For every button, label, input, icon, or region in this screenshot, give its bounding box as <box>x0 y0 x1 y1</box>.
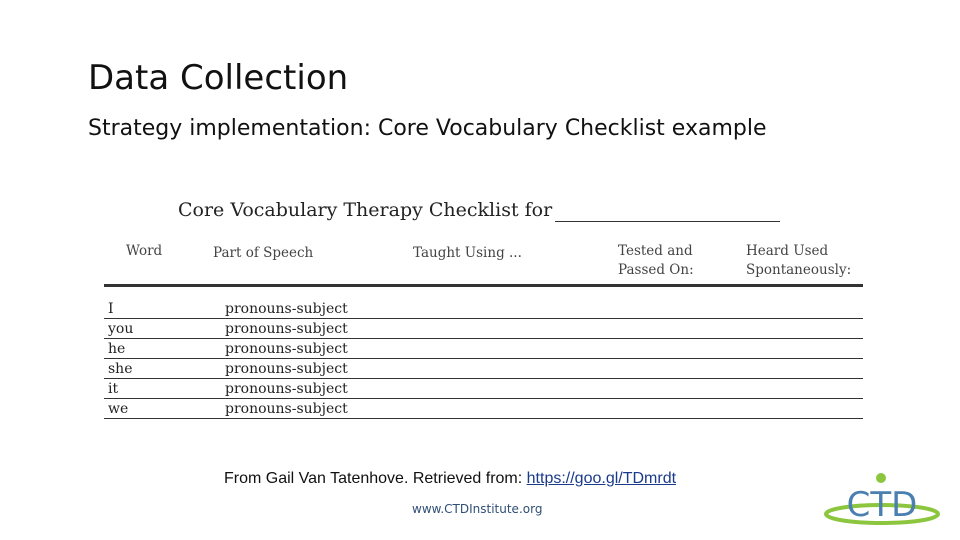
website-url: www.CTDInstitute.org <box>412 502 543 516</box>
checklist-name-blank <box>555 221 780 222</box>
ctd-logo <box>822 470 942 530</box>
checklist-title: Core Vocabulary Therapy Checklist for <box>178 199 553 221</box>
row-part-of-speech: pronouns-subject <box>225 301 348 317</box>
source-citation <box>224 470 676 488</box>
row-part-of-speech: pronouns-subject <box>225 381 348 397</box>
header-tested-line1: Tested and <box>618 243 693 259</box>
header-heard-used <box>746 242 851 280</box>
row-word: I <box>108 301 114 317</box>
header-taught-using: Taught Using ... <box>413 245 522 261</box>
table-row <box>104 398 863 419</box>
row-part-of-speech: pronouns-subject <box>225 361 348 377</box>
row-word: you <box>108 321 134 337</box>
table-row <box>104 298 863 319</box>
header-part-of-speech: Part of Speech <box>213 245 314 261</box>
table-row <box>104 338 863 359</box>
row-word: she <box>108 361 133 377</box>
table-row <box>104 378 863 399</box>
logo-text: CTD <box>846 485 918 525</box>
table-row <box>104 358 863 379</box>
header-tested-line2: Passed On: <box>618 262 694 278</box>
header-rule <box>104 284 863 287</box>
row-word: he <box>108 341 126 357</box>
header-word: Word <box>126 243 163 259</box>
header-heard-line2: Spontaneously: <box>746 262 852 278</box>
checklist-image <box>100 195 865 425</box>
header-heard-line1: Heard Used <box>746 243 829 259</box>
row-part-of-speech: pronouns-subject <box>225 401 348 417</box>
row-part-of-speech: pronouns-subject <box>225 321 348 337</box>
row-word: we <box>108 401 129 417</box>
row-part-of-speech: pronouns-subject <box>225 341 348 357</box>
table-row <box>104 318 863 339</box>
row-word: it <box>108 381 119 397</box>
slide-subtitle: Strategy implementation: Core Vocabulary Checklist example <box>88 116 767 141</box>
header-tested-passed <box>618 242 694 280</box>
source-link[interactable]: https://goo.gl/TDmrdt <box>526 470 677 487</box>
source-prefix: From Gail Van Tatenhove. Retrieved from: <box>224 470 527 487</box>
slide-title: Data Collection <box>88 58 349 98</box>
